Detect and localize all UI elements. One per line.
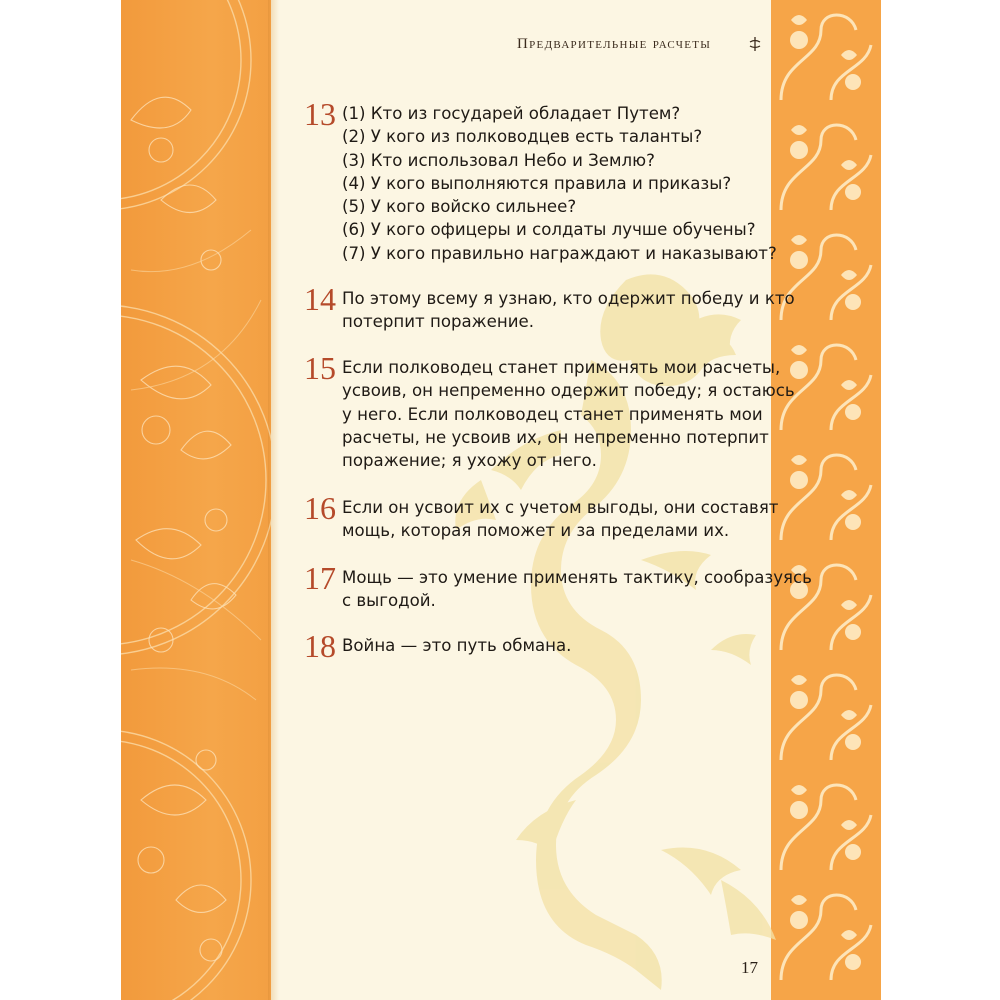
section-number: 15 bbox=[304, 350, 336, 386]
page-number: 17 bbox=[741, 958, 758, 977]
text-line: (2) У кого из полководцев есть таланты? bbox=[342, 127, 703, 147]
section-text bbox=[342, 102, 777, 265]
text-line: (3) Кто использовал Небо и Землю? bbox=[342, 150, 655, 170]
section-number: 14 bbox=[304, 281, 336, 317]
section-number: 17 bbox=[304, 560, 336, 596]
section-number: 16 bbox=[304, 490, 336, 526]
text-line: Если полководец станет применять мои расчеты, bbox=[342, 358, 781, 377]
text-line: у него. Если полководец станет применять мои bbox=[342, 404, 763, 424]
section-text bbox=[342, 634, 571, 657]
text-line: Война — это путь обмана. bbox=[342, 636, 572, 655]
text-line: (1) Кто из государей обладает Путем? bbox=[342, 104, 681, 123]
text-line: (5) У кого войско сильнее? bbox=[342, 197, 577, 217]
text-line: (7) У кого правильно награждают и наказывают? bbox=[342, 243, 777, 263]
book-page bbox=[121, 0, 881, 1000]
running-title: Предварительные расчеты bbox=[517, 36, 712, 52]
text-line: расчеты, не усвоив их, он непременно потерпит bbox=[342, 427, 769, 447]
section-text bbox=[342, 496, 778, 543]
section-number: 13 bbox=[304, 96, 336, 132]
section-text bbox=[342, 287, 795, 334]
ornament-icon bbox=[748, 36, 762, 52]
text-line: поражение; я ухожу от него. bbox=[342, 451, 597, 471]
section-text bbox=[342, 566, 812, 613]
text-line: Если он усвоит их с учетом выгоды, они составят bbox=[342, 498, 779, 517]
text-line: с выгодой. bbox=[342, 591, 436, 611]
section-number: 18 bbox=[304, 628, 336, 664]
section-text bbox=[342, 356, 795, 472]
text-line: мощь, которая поможет и за пределами их. bbox=[342, 521, 730, 541]
text-line: Мощь — это умение применять тактику, сообразуясь bbox=[342, 568, 812, 587]
text-line: По этому всему я узнаю, кто одержит победу и кто bbox=[342, 289, 795, 308]
text-line: (6) У кого офицеры и солдаты лучше обучены? bbox=[342, 220, 756, 240]
text-line: потерпит поражение. bbox=[342, 312, 534, 332]
text-line: усвоив, он непременно одержит победу; я остаюсь bbox=[342, 381, 795, 401]
text-line: (4) У кого выполняются правила и приказы? bbox=[342, 173, 732, 193]
